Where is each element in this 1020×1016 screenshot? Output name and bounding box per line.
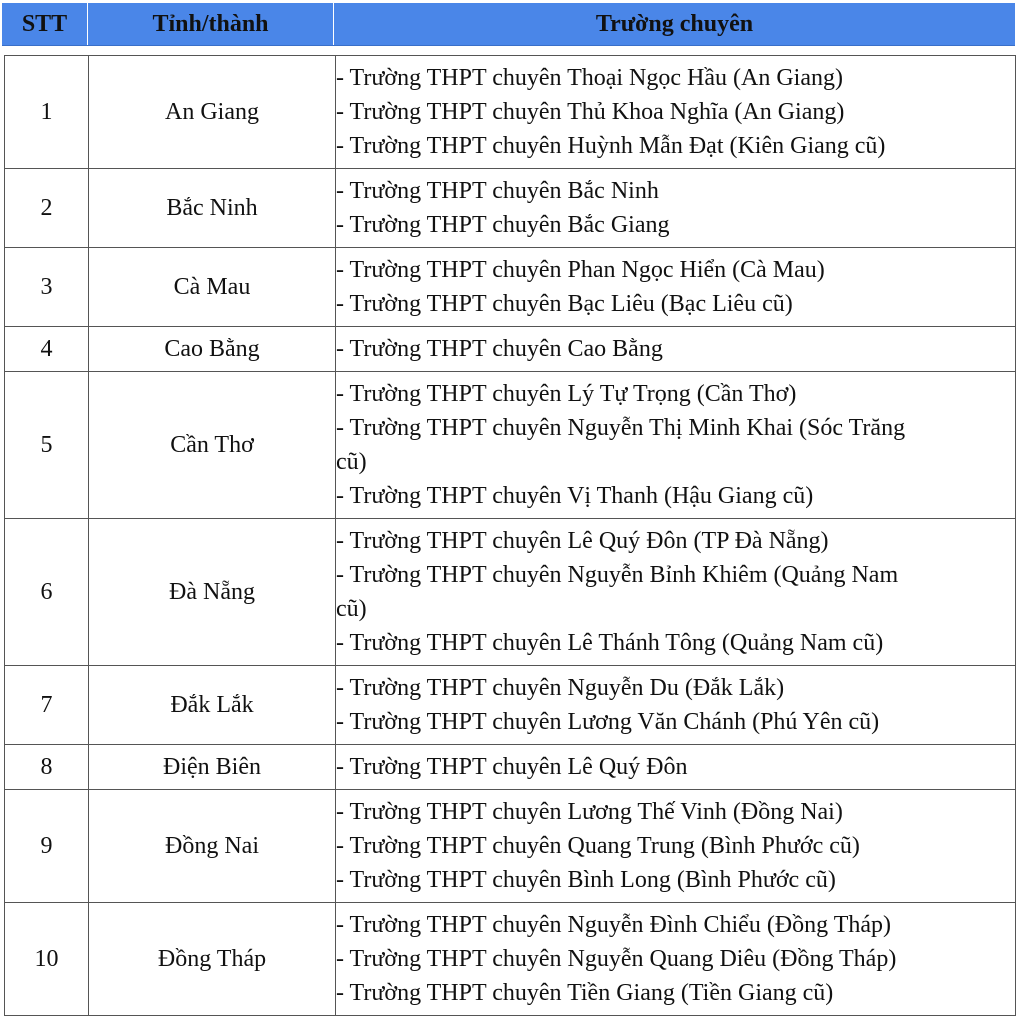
row-schools — [336, 169, 1016, 248]
row-schools — [336, 327, 1016, 372]
row-province: Đồng Nai — [89, 790, 336, 903]
row-province: Đồng Tháp — [89, 903, 336, 1016]
table-row — [5, 666, 1016, 745]
table-row — [5, 790, 1016, 903]
header-province: Tỉnh/thành — [88, 3, 334, 45]
row-stt: 9 — [5, 790, 89, 903]
school-line: - Trường THPT chuyên Nguyễn Bỉnh Khiêm (Quảng Nam — [336, 562, 899, 588]
row-schools — [336, 519, 1016, 666]
row-stt: 10 — [5, 903, 89, 1016]
school-line: - Trường THPT chuyên Tiền Giang (Tiền Giang cũ) — [336, 980, 834, 1006]
school-line: - Trường THPT chuyên Lê Thánh Tông (Quảng Nam cũ) — [336, 630, 884, 656]
row-stt: 6 — [5, 519, 89, 666]
school-line: - Trường THPT chuyên Vị Thanh (Hậu Giang cũ) — [336, 483, 814, 509]
school-line: - Trường THPT chuyên Thoại Ngọc Hầu (An Giang) — [336, 65, 843, 91]
school-line: cũ) — [336, 449, 367, 475]
row-schools — [336, 372, 1016, 519]
row-schools — [336, 248, 1016, 327]
table-row — [5, 745, 1016, 790]
school-line: - Trường THPT chuyên Lê Quý Đôn — [336, 754, 688, 780]
school-line: - Trường THPT chuyên Nguyễn Thị Minh Khai (Sóc Trăng — [336, 415, 906, 441]
header-stt: STT — [2, 3, 88, 45]
school-line: - Trường THPT chuyên Bạc Liêu (Bạc Liêu cũ) — [336, 291, 793, 317]
school-line: - Trường THPT chuyên Phan Ngọc Hiển (Cà Mau) — [336, 257, 825, 283]
row-stt: 5 — [5, 372, 89, 519]
school-line: - Trường THPT chuyên Nguyễn Quang Diêu (Đồng Tháp) — [336, 946, 897, 972]
school-line: - Trường THPT chuyên Lê Quý Đôn (TP Đà Nẵng) — [336, 528, 829, 554]
table-row — [5, 519, 1016, 666]
row-stt: 1 — [5, 56, 89, 169]
row-schools — [336, 903, 1016, 1016]
school-line: - Trường THPT chuyên Bắc Giang — [336, 212, 670, 238]
row-stt: 3 — [5, 248, 89, 327]
table-row — [5, 56, 1016, 169]
school-line: - Trường THPT chuyên Nguyễn Đình Chiểu (Đồng Tháp) — [336, 912, 892, 938]
row-province: Đắk Lắk — [89, 666, 336, 745]
row-stt: 2 — [5, 169, 89, 248]
school-line: - Trường THPT chuyên Huỳnh Mẫn Đạt (Kiên Giang cũ) — [336, 133, 886, 159]
school-line: - Trường THPT chuyên Cao Bằng — [336, 336, 663, 362]
table-header — [2, 3, 1015, 46]
table-row — [5, 372, 1016, 519]
row-province: Cao Bằng — [89, 327, 336, 372]
row-stt: 8 — [5, 745, 89, 790]
row-stt: 4 — [5, 327, 89, 372]
row-schools — [336, 745, 1016, 790]
school-line: - Trường THPT chuyên Thủ Khoa Nghĩa (An Giang) — [336, 99, 845, 125]
row-stt: 7 — [5, 666, 89, 745]
school-line: - Trường THPT chuyên Nguyễn Du (Đắk Lắk) — [336, 675, 785, 701]
school-line: - Trường THPT chuyên Bắc Ninh — [336, 178, 659, 204]
row-schools — [336, 790, 1016, 903]
school-line: - Trường THPT chuyên Lý Tự Trọng (Cần Thơ) — [336, 381, 797, 407]
school-line: - Trường THPT chuyên Quang Trung (Bình Phước cũ) — [336, 833, 860, 859]
table-row — [5, 903, 1016, 1016]
row-province: Điện Biên — [89, 745, 336, 790]
table-row — [5, 169, 1016, 248]
table-row — [5, 327, 1016, 372]
school-line: - Trường THPT chuyên Lương Văn Chánh (Phú Yên cũ) — [336, 709, 880, 735]
row-province: Cà Mau — [89, 248, 336, 327]
school-line: - Trường THPT chuyên Bình Long (Bình Phước cũ) — [336, 867, 836, 893]
school-line: cũ) — [336, 596, 367, 622]
school-line: - Trường THPT chuyên Lương Thế Vinh (Đồng Nai) — [336, 799, 843, 825]
row-schools — [336, 666, 1016, 745]
header-schools: Trường chuyên — [595, 10, 754, 37]
row-province: Cần Thơ — [89, 372, 336, 519]
schools-table — [4, 55, 1016, 1016]
table-row — [5, 248, 1016, 327]
row-schools — [336, 56, 1016, 169]
row-province: An Giang — [89, 56, 336, 169]
row-province: Đà Nẵng — [89, 519, 336, 666]
table-body — [5, 56, 1016, 1016]
row-province: Bắc Ninh — [89, 169, 336, 248]
